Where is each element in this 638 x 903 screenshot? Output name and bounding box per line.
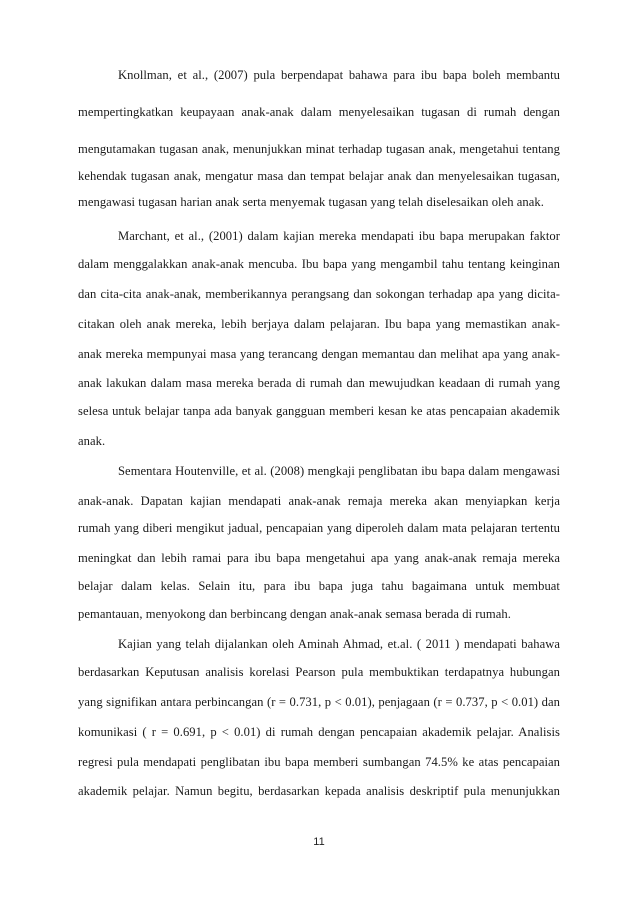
- paragraph-2-line-1: Marchant, et al., (2001) dalam kajian mereka mendapati ibu bapa merupakan faktor: [118, 229, 560, 243]
- paragraph-1-line-1: Knollman, et al., (2007) pula berpendapat bahawa para ibu bapa boleh membantu: [118, 68, 560, 82]
- paragraph-3-line-1: Sementara Houtenville, et al. (2008) mengkaji penglibatan ibu bapa dalam mengawasi: [118, 464, 560, 478]
- paragraph-2-line-4: citakan oleh anak mereka, lebih berjaya dalam pelajaran. Ibu bapa yang memastikan anak-: [78, 317, 560, 331]
- paragraph-1-line-3: mengutamakan tugasan anak, menunjukkan minat terhadap tugasan anak, mengetahui tentang: [78, 142, 560, 156]
- paragraph-1-line-2: mempertingkatkan keupayaan anak-anak dalam menyelesaikan tugasan di rumah dengan: [78, 105, 560, 119]
- paragraph-3-line-2: anak-anak. Dapatan kajian mendapati anak-anak remaja mereka akan menyiapkan kerja: [78, 494, 560, 508]
- paragraph-4-line-3: yang signifikan antara perbincangan (r = 0.731, p < 0.01), penjagaan (r = 0.737, p < 0.01) dan: [78, 695, 560, 709]
- paragraph-4-line-4: komunikasi ( r = 0.691, p < 0.01) di rumah dengan pencapaian akademik pelajar. Analisis: [78, 725, 560, 739]
- paragraph-2-line-5: anak mereka mempunyai masa yang terancang dengan memantau dan melihat apa yang anak-: [78, 347, 560, 361]
- paragraph-1-line-5: mengawasi tugasan harian anak serta menyemak tugasan yang telah diselesaikan oleh anak.: [78, 195, 544, 209]
- paragraph-3-line-6: pemantauan, menyokong dan berbincang dengan anak-anak semasa berada di rumah.: [78, 607, 511, 621]
- paragraph-4-line-1: Kajian yang telah dijalankan oleh Aminah Ahmad, et.al. ( 2011 ) mendapati bahawa: [118, 637, 560, 651]
- paragraph-2-line-8: anak.: [78, 434, 106, 448]
- paragraph-2-line-2: dalam menggalakkan anak-anak mencuba. Ibu bapa yang mengambil tahu tentang keinginan: [78, 257, 560, 271]
- paragraph-2-line-6: anak lakukan dalam masa mereka berada di rumah dan mewujudkan keadaan di rumah yang: [78, 376, 560, 390]
- paragraph-4-line-6: akademik pelajar. Namun begitu, berdasarkan kepada analisis deskriptif pula menunjukkan: [78, 784, 560, 798]
- paragraph-3-line-3: rumah yang diberi mengikut jadual, pencapaian yang diperoleh dalam mata pelajaran tertentu: [78, 521, 560, 535]
- paragraph-3-line-4: meningkat dan lebih ramai para ibu bapa mengetahui apa yang anak-anak remaja mereka: [78, 551, 560, 565]
- paragraph-2-line-7: selesa untuk belajar tanpa ada banyak gangguan memberi kesan ke atas pencapaian akademik: [78, 404, 560, 418]
- paragraph-4-line-2: berdasarkan Keputusan analisis korelasi Pearson pula membuktikan terdapatnya hubungan: [78, 665, 560, 679]
- paragraph-1-line-4: kehendak tugasan anak, mengatur masa dan tempat belajar anak dan menyelesaikan tugasan,: [78, 169, 560, 183]
- paragraph-4-line-5: regresi pula mendapati penglibatan ibu bapa memberi sumbangan 74.5% ke atas pencapaian: [78, 755, 560, 769]
- paragraph-3-line-5: belajar dalam kelas. Selain itu, para ibu bapa juga tahu bagaimana untuk membuat: [78, 579, 560, 593]
- page-number: 11: [313, 836, 325, 848]
- paragraph-2-line-3: dan cita-cita anak-anak, memberikannya perangsang dan sokongan terhadap apa yang dicita-: [78, 287, 560, 301]
